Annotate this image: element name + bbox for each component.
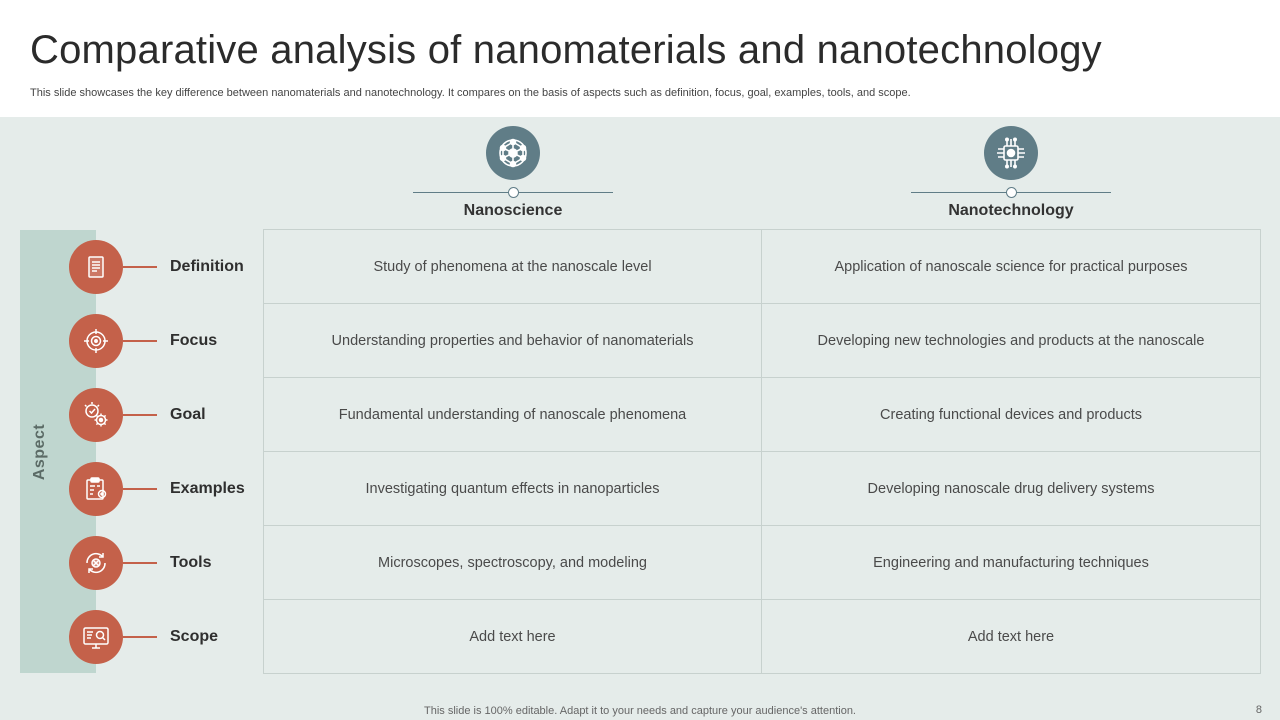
row-connector	[123, 414, 157, 416]
goal-gear-icon	[69, 388, 123, 442]
monitor-search-icon	[69, 610, 123, 664]
microchip-icon	[984, 126, 1038, 180]
row-connector	[123, 340, 157, 342]
tools-gear-icon	[69, 536, 123, 590]
document-icon	[69, 240, 123, 294]
slide-subtitle: This slide showcases the key difference between nanomaterials and nanotechnology. It compares on the basis of aspects such as definition, focus, goal, examples, tools, and scope.	[30, 87, 911, 99]
row-connector	[123, 562, 157, 564]
table-cell: Understanding properties and behavior of nanomaterials	[264, 304, 762, 378]
row-label-definition: Definition	[170, 258, 244, 275]
table-cell: Microscopes, spectroscopy, and modeling	[264, 526, 762, 600]
aspect-label	[20, 230, 60, 673]
column-label-nanotechnology: Nanotechnology	[948, 202, 1074, 219]
row-label-tools: Tools	[170, 554, 212, 571]
table-cell: Fundamental understanding of nanoscale phenomena	[264, 378, 762, 452]
page-number: 8	[1255, 704, 1262, 716]
divider-dot	[1006, 187, 1017, 198]
table-cell: Add text here	[264, 600, 762, 674]
clipboard-icon	[69, 462, 123, 516]
table-cell: Add text here	[967, 629, 1055, 645]
row-label-goal: Goal	[170, 406, 206, 423]
column-divider-line	[413, 192, 613, 193]
table-cell: Investigating quantum effects in nanoparticles	[264, 452, 762, 526]
row-label-focus: Focus	[170, 332, 218, 349]
table-cell: Application of nanoscale science for practical purposes	[762, 230, 1260, 304]
row-connector	[123, 636, 157, 638]
row-connector	[123, 488, 157, 490]
slide-footer: This slide is 100% editable. Adapt it to your needs and capture your audience's attention.	[424, 705, 856, 717]
table-cell: Study of phenomena at the nanoscale level	[264, 230, 762, 304]
divider-dot	[508, 187, 519, 198]
row-label-scope: Scope	[170, 628, 219, 645]
table-cell: Creating functional devices and products	[762, 378, 1260, 452]
row-connector	[123, 266, 157, 268]
row-label-examples: Examples	[170, 480, 245, 497]
column-header-nanotechnology	[911, 126, 1111, 220]
slide-title: Comparative analysis of nanomaterials and nanotechnology	[30, 28, 1102, 72]
aspect-label-text: Aspect	[31, 423, 49, 480]
column-header-nanoscience	[413, 126, 613, 220]
target-icon	[69, 314, 123, 368]
table-cell: Developing new technologies and products at the nanoscale	[762, 304, 1260, 378]
table-cell: Engineering and manufacturing techniques	[762, 526, 1260, 600]
column-divider-line	[911, 192, 1111, 193]
comparison-table	[263, 229, 1261, 674]
molecule-network-icon	[486, 126, 540, 180]
column-label-nanoscience: Nanoscience	[463, 202, 563, 219]
table-cell: Developing nanoscale drug delivery systems	[762, 452, 1260, 526]
